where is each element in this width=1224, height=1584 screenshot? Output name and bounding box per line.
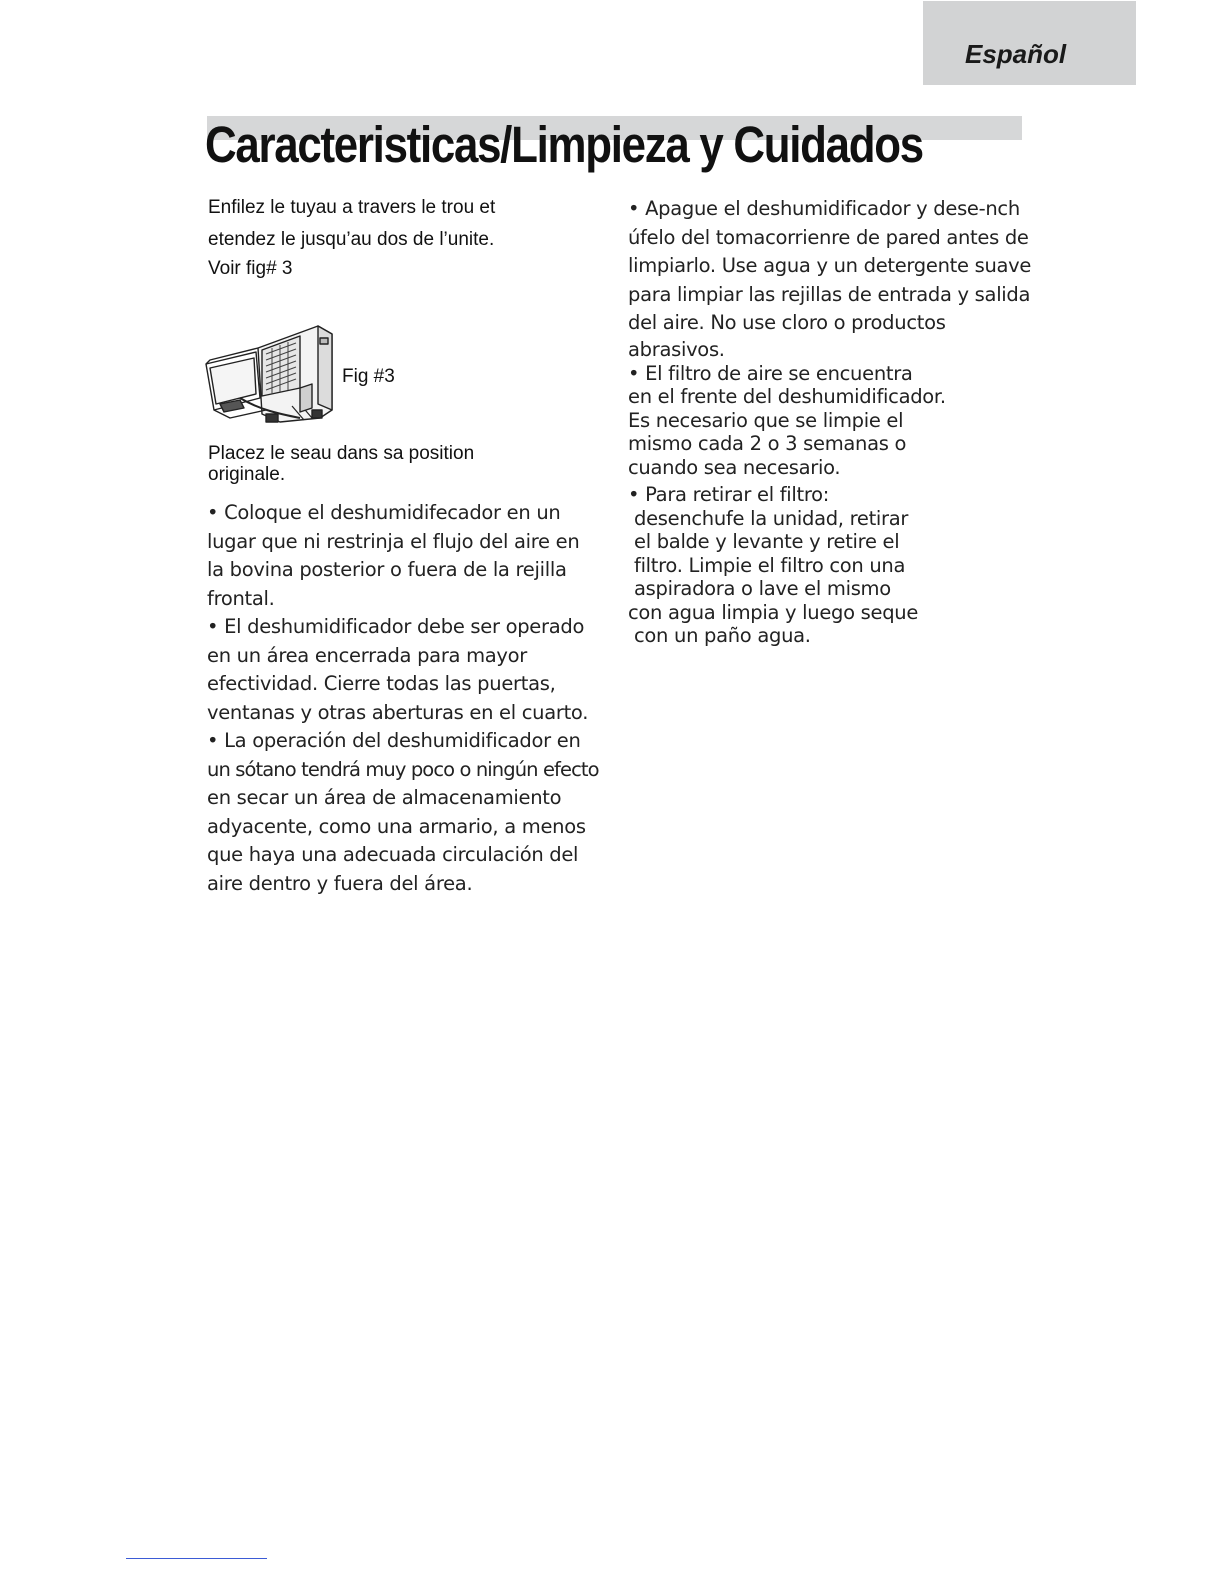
es-line: que haya una adecuada circulación del <box>207 843 579 866</box>
es-line: abrasivos. <box>628 337 725 361</box>
french-outro-line: originale. <box>208 464 286 485</box>
es-line: aire dentro y fuera del área. <box>207 871 473 895</box>
es-line: mismo cada 2 o 3 semanas o <box>628 432 907 455</box>
french-intro-line: Enfilez le tuyau a travers le trou et <box>208 197 496 218</box>
french-outro-line: Placez le seau dans sa position <box>208 443 475 464</box>
es-line: ventanas y otras aberturas en el cuarto. <box>207 700 589 724</box>
es-line: lugar que ni restrinja el flujo del aire en <box>207 529 580 553</box>
es-line: un sótano tendrá muy poco o ningún efecto <box>207 757 599 781</box>
es-line: con un paño agua. <box>634 624 811 647</box>
es-line: en secar un área de almacenamiento <box>207 786 562 809</box>
es-line: aspiradora o lave el mismo <box>634 577 891 600</box>
french-intro-line: Voir fig# 3 <box>208 258 293 279</box>
es-line: • El deshumidificador debe ser operado <box>207 615 585 638</box>
es-line: el balde y levante y retire el <box>634 530 900 553</box>
language-tab: Español <box>923 1 1136 85</box>
dehumidifier-icon <box>200 318 340 430</box>
es-line: con agua limpia y luego seque <box>628 600 919 624</box>
french-intro-line: etendez le jusqu’au dos de l’unite. <box>208 229 495 250</box>
es-line: Es necesario que se limpie el <box>628 408 904 432</box>
es-line: limpiarlo. Use agua y un detergente suave <box>628 254 1032 277</box>
es-line: • Apague el deshumidificador y dese-nch <box>628 197 1020 220</box>
es-line: • La operación del deshumidificador en <box>207 729 581 752</box>
es-line: en un área encerrada para mayor <box>207 643 528 667</box>
figure-label: Fig #3 <box>342 366 395 387</box>
es-line: en el frente del deshumidificador. <box>628 385 946 408</box>
es-line: • Coloque el deshumidifecador en un <box>207 501 561 524</box>
es-line: adyacente, como una armario, a menos <box>207 814 586 838</box>
es-line: frontal. <box>207 586 275 610</box>
es-line: del aire. No use cloro o productos <box>628 311 946 334</box>
spanish-right-column <box>628 195 1038 648</box>
es-line: • Para retirar el filtro: <box>628 483 830 506</box>
es-line: • El filtro de aire se encuentra <box>628 361 913 385</box>
es-line: filtro. Limpie el filtro con una <box>634 553 906 577</box>
footer-rule <box>126 1558 267 1559</box>
es-line: desenchufe la unidad, retirar <box>634 506 909 530</box>
es-line: la bovina posterior o fuera de la rejilla <box>207 558 567 581</box>
es-line: para limpiar las rejillas de entrada y salida <box>628 282 1031 306</box>
es-line: úfelo del tomacorrienre de pared antes de <box>628 225 1029 249</box>
dehumidifier-illustration <box>200 318 340 430</box>
es-line: efectividad. Cierre todas las puertas, <box>207 672 556 695</box>
es-line: cuando sea necesario. <box>628 455 841 479</box>
spanish-left-column <box>207 499 617 898</box>
french-outro <box>208 443 568 485</box>
page-title: Caracteristicas/Limpieza y Cuidados <box>205 116 923 173</box>
french-intro <box>208 192 588 282</box>
